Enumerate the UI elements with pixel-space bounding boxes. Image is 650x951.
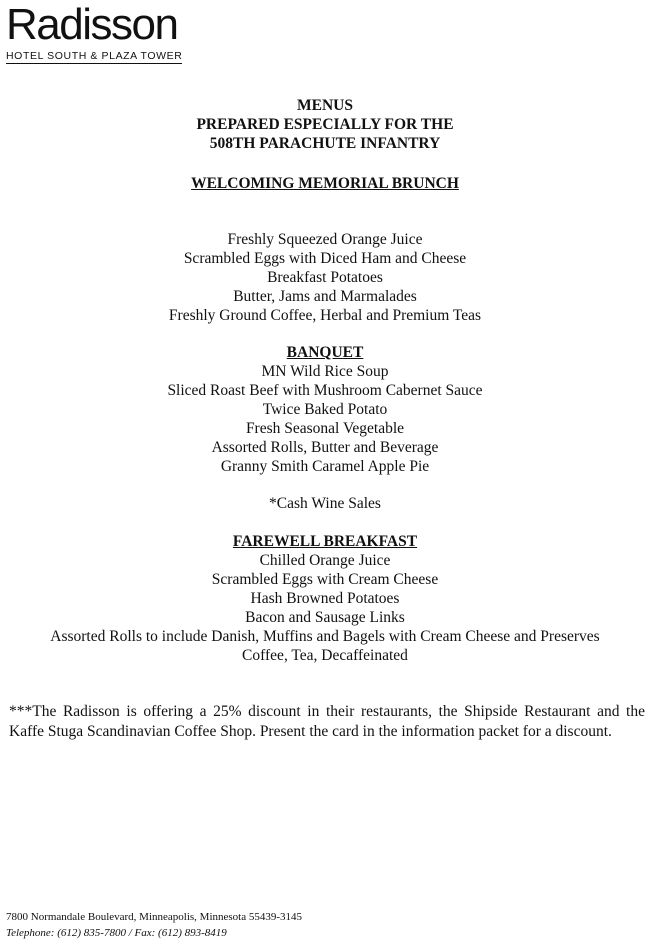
brunch-item: Freshly Ground Coffee, Herbal and Premium Teas: [168, 307, 482, 324]
hotel-logo: [6, 0, 216, 64]
banquet-item: MN Wild Rice Soup: [261, 363, 389, 380]
banquet-item: Fresh Seasonal Vegetable: [245, 420, 405, 437]
banquet-items: [0, 362, 650, 476]
farewell-item: Hash Browned Potatoes: [250, 590, 400, 607]
banquet-title: [0, 343, 650, 362]
banquet-title-text: BANQUET: [286, 344, 364, 361]
logo-name: Radisson: [6, 0, 178, 49]
farewell-item: Assorted Rolls to include Danish, Muffins and Bagels with Cream Cheese and Preserves: [50, 628, 600, 645]
farewell-items: [0, 551, 650, 665]
brunch-item: Scrambled Eggs with Diced Ham and Cheese: [183, 250, 467, 267]
menu-heading: [0, 96, 650, 153]
banquet-item: Granny Smith Caramel Apple Pie: [220, 458, 430, 475]
footer: [6, 909, 302, 941]
banquet-item: Assorted Rolls, Butter and Beverage: [211, 439, 439, 456]
logo-subtitle: HOTEL SOUTH & PLAZA TOWER: [6, 50, 183, 62]
farewell-item: Chilled Orange Juice: [259, 552, 391, 569]
wine-note: *Cash Wine Sales: [269, 495, 381, 512]
brunch-item: Butter, Jams and Marmalades: [233, 288, 417, 305]
brunch-item: Freshly Squeezed Orange Juice: [227, 231, 423, 248]
heading-line-1: MENUS: [297, 97, 353, 114]
brunch-title-text: WELCOMING MEMORIAL BRUNCH: [191, 175, 459, 192]
brunch-item: Breakfast Potatoes: [267, 269, 383, 286]
heading-line-2: PREPARED ESPECIALLY FOR THE: [196, 116, 454, 133]
heading-line-3: 508TH PARACHUTE INFANTRY: [209, 135, 441, 152]
brunch-title: [0, 174, 650, 193]
discount-note: ***The Radisson is offering a 25% discount in their restaurants, the Shipside Restaurant and the Kaffe Stuga Scandinavian Coffee Shop. Present the card in the information packet for a discount.: [9, 703, 645, 740]
brunch-items: [0, 230, 650, 325]
footer-phone: Telephone: (612) 835-7800 / Fax: (612) 893-8419: [6, 927, 227, 939]
farewell-item: Scrambled Eggs with Cream Cheese: [211, 571, 439, 588]
farewell-item: Bacon and Sausage Links: [245, 609, 405, 626]
footer-address: 7800 Normandale Boulevard, Minneapolis, Minnesota 55439-3145: [6, 911, 303, 923]
banquet-item: Sliced Roast Beef with Mushroom Cabernet Sauce: [167, 382, 483, 399]
banquet-item: Twice Baked Potato: [262, 401, 388, 418]
farewell-title-text: FAREWELL BREAKFAST: [232, 533, 418, 550]
farewell-title: [0, 532, 650, 551]
farewell-item: Coffee, Tea, Decaffeinated: [242, 647, 408, 664]
